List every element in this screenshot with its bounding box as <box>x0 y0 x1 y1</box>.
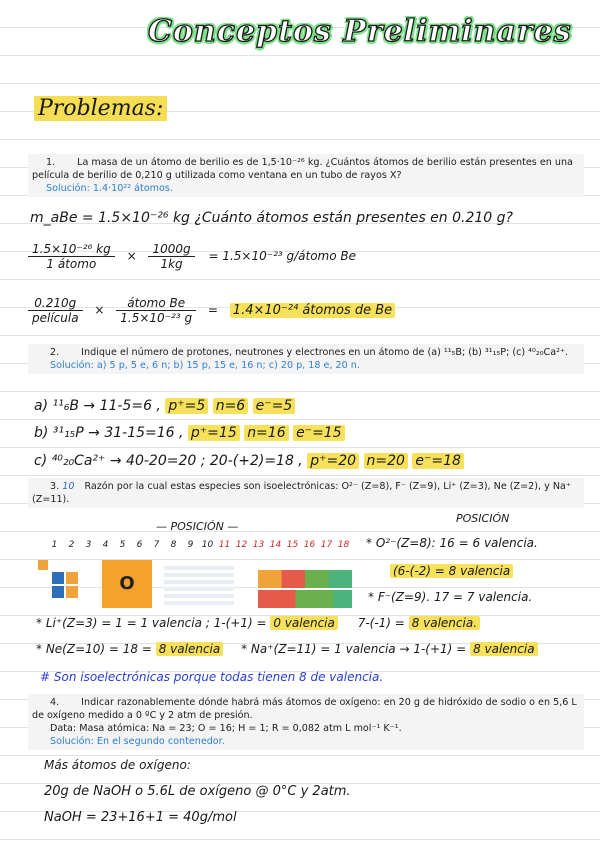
data-line: Data: Masa atómica: Na = 23; O = 16; H = 1; R = 0,082 atm L mol⁻¹ K⁻¹. <box>50 723 402 734</box>
right-note-2 <box>390 564 513 578</box>
group-number: 11 <box>218 540 231 550</box>
hw-line: m_aBe = 1.5×10⁻²⁶ kg ¿Cuánto átomos están presentes en 0.210 g? <box>30 210 513 226</box>
problem-4-box <box>28 694 584 750</box>
problem-3-box <box>28 478 584 508</box>
note-mark: 10 <box>62 481 75 492</box>
neutrons: n=16 <box>244 425 288 441</box>
problem-number: 2. <box>50 347 60 358</box>
fraction-num: átomo Be <box>116 296 196 311</box>
hw-conversion-2: $\frac{0.210g}{\text{película}}$ × $\frac{\text{átomo Be}}{\text{1.5×10⁻²³ g}}$ = 1.4×10⁻²⁴ átomos de Be <box>28 296 395 325</box>
group-number: 5 <box>119 540 126 550</box>
ptable-block-s <box>38 560 84 610</box>
row-label: a) ¹¹₆B → 11-5=6 , <box>34 398 161 414</box>
protons: p⁺=5 <box>165 398 208 414</box>
li-tail: 7-(-1) = <box>357 616 405 630</box>
hw-conversion-1: $\frac{\text{1.5×10⁻²⁶ kg}}{\text{1 átomo}}$ × $\frac{1000g}{1kg}$ = 1.5×10⁻²³ g/átomo Be <box>28 242 356 271</box>
position-label-left: — POSICIÓN — <box>156 520 239 533</box>
neutrons: n=20 <box>364 453 408 469</box>
ptable-o-square <box>102 560 152 608</box>
group-number: 8 <box>170 540 177 550</box>
row-label: b) ³¹₁₅P → 31-15=16 , <box>34 425 184 441</box>
fraction-num: 1000g <box>148 242 194 257</box>
ptable-block-p <box>258 570 354 610</box>
group-number: 15 <box>286 540 299 550</box>
li-text: * Li⁺(Z=3) = 1 = 1 valencia ; 1-(+1) = <box>36 616 267 630</box>
electrons: e⁻=5 <box>253 398 296 414</box>
periodic-table-sketch <box>28 532 364 614</box>
fraction-den: 1.5×10⁻²³ g <box>120 311 193 325</box>
right-note-2-text: (6-(-2) = 8 valencia <box>390 564 513 578</box>
group-number: 18 <box>337 540 350 550</box>
hw-p4-1: Más átomos de oxígeno: <box>44 758 191 772</box>
position-label-right: POSICIÓN <box>456 512 510 525</box>
fraction-den: película <box>32 311 79 325</box>
group-number: 3 <box>85 540 92 550</box>
neutrons: n=6 <box>213 398 249 414</box>
group-number: 6 <box>136 540 143 550</box>
fraction-num: 0.210g <box>28 296 83 311</box>
group-number: 4 <box>102 540 109 550</box>
problem-number: 3. <box>50 481 60 492</box>
fraction-num: 1.5×10⁻²⁶ kg <box>28 242 115 257</box>
ne-na-line <box>36 642 538 656</box>
problem-text: Indicar razonablemente dónde habrá más átomos de oxígeno: en 20 g de hidróxido de sodio o en 5,6 L de oxígeno medido a 0 ºC y 2 atm de presión. <box>32 697 577 721</box>
row-label: c) ⁴⁰₂₀Ca²⁺ → 40-20=20 ; 20-(+2)=18 , <box>34 453 303 469</box>
problem-number: 4. <box>50 697 60 708</box>
group-number: 13 <box>252 540 265 550</box>
right-note-1: * O²⁻(Z=8): 16 = 6 valencia. <box>366 536 538 550</box>
electrons: e⁻=18 <box>412 453 464 469</box>
problem-1-box <box>28 154 584 197</box>
fraction-den: 1 átomo <box>46 257 97 271</box>
group-numbers <box>46 540 352 550</box>
hw-result: = 1.5×10⁻²³ g/átomo Be <box>208 249 357 263</box>
conclusion: # Son isoelectrónicas porque todas tienen 8 de valencia. <box>40 670 384 684</box>
element-o: O <box>119 573 135 594</box>
page-title: Conceptos Preliminares <box>148 14 572 49</box>
problem-text: Indique el número de protones, neutrones y electrones en un átomo de (a) ¹¹₅B; (b) ³¹₁₅P; (c) ⁴⁰₂₀Ca²⁺. <box>81 347 569 358</box>
p2-row-a <box>34 398 295 414</box>
group-number: 14 <box>269 540 282 550</box>
fraction-den: 1kg <box>160 257 183 271</box>
solution: Solución: a) 5 p, 5 e, 6 n; b) 15 p, 15 e, 16 n; c) 20 p, 18 e, 20 n. <box>50 360 360 371</box>
group-number: 7 <box>153 540 160 550</box>
na-highlight: 8 valencia <box>470 642 538 656</box>
ne-highlight: 8 valencia <box>156 642 224 656</box>
protons: p⁺=20 <box>307 453 359 469</box>
li-highlight: 0 valencia <box>270 616 338 630</box>
group-number: 9 <box>187 540 194 550</box>
hw-answer: 1.4×10⁻²⁴ átomos de Be <box>230 303 395 318</box>
problem-text: Razón por la cual estas especies son isoelectrónicas: O²⁻ (Z=8), F⁻ (Z=9), Li⁺ (Z=3), Ne (Z=2), y Na⁺ (Z=11). <box>32 481 571 505</box>
problem-2-box <box>28 344 584 374</box>
protons: p⁺=15 <box>188 425 240 441</box>
problem-number: 1. <box>46 157 56 168</box>
li-tail-highlight: 8 valencia. <box>409 616 480 630</box>
hw-p4-2: 20g de NaOH o 5.6L de oxígeno @ 0°C y 2atm. <box>44 784 351 799</box>
p2-row-c <box>34 453 464 469</box>
ptable-legend <box>164 566 234 606</box>
section-heading: Problemas: <box>34 96 167 121</box>
p2-row-b <box>34 425 345 441</box>
na-text: * Na⁺(Z=11) = 1 valencia → 1-(+1) = <box>241 642 467 656</box>
group-number: 17 <box>320 540 333 550</box>
hw-p4-3: NaOH = 23+16+1 = 40g/mol <box>44 810 237 825</box>
group-number: 12 <box>235 540 248 550</box>
right-note-3: * F⁻(Z=9). 17 = 7 valencia. <box>368 590 533 604</box>
solution: Solución: En el segundo contenedor. <box>50 736 225 747</box>
problem-text: La masa de un átomo de berilio es de 1,5·10⁻²⁶ kg. ¿Cuántos átomos de berilio están presentes en una película de berilio de 0,210 g utilizada como ventana en un tubo de rayos X? <box>32 157 573 181</box>
group-number: 2 <box>68 540 75 550</box>
ne-text: * Ne(Z=10) = 18 = <box>36 642 152 656</box>
electrons: e⁻=15 <box>293 425 345 441</box>
group-number: 16 <box>303 540 316 550</box>
li-line <box>36 616 480 630</box>
solution: Solución: 1.4·10²² átomos. <box>46 183 173 194</box>
group-number: 1 <box>51 540 58 550</box>
group-number: 10 <box>201 540 214 550</box>
